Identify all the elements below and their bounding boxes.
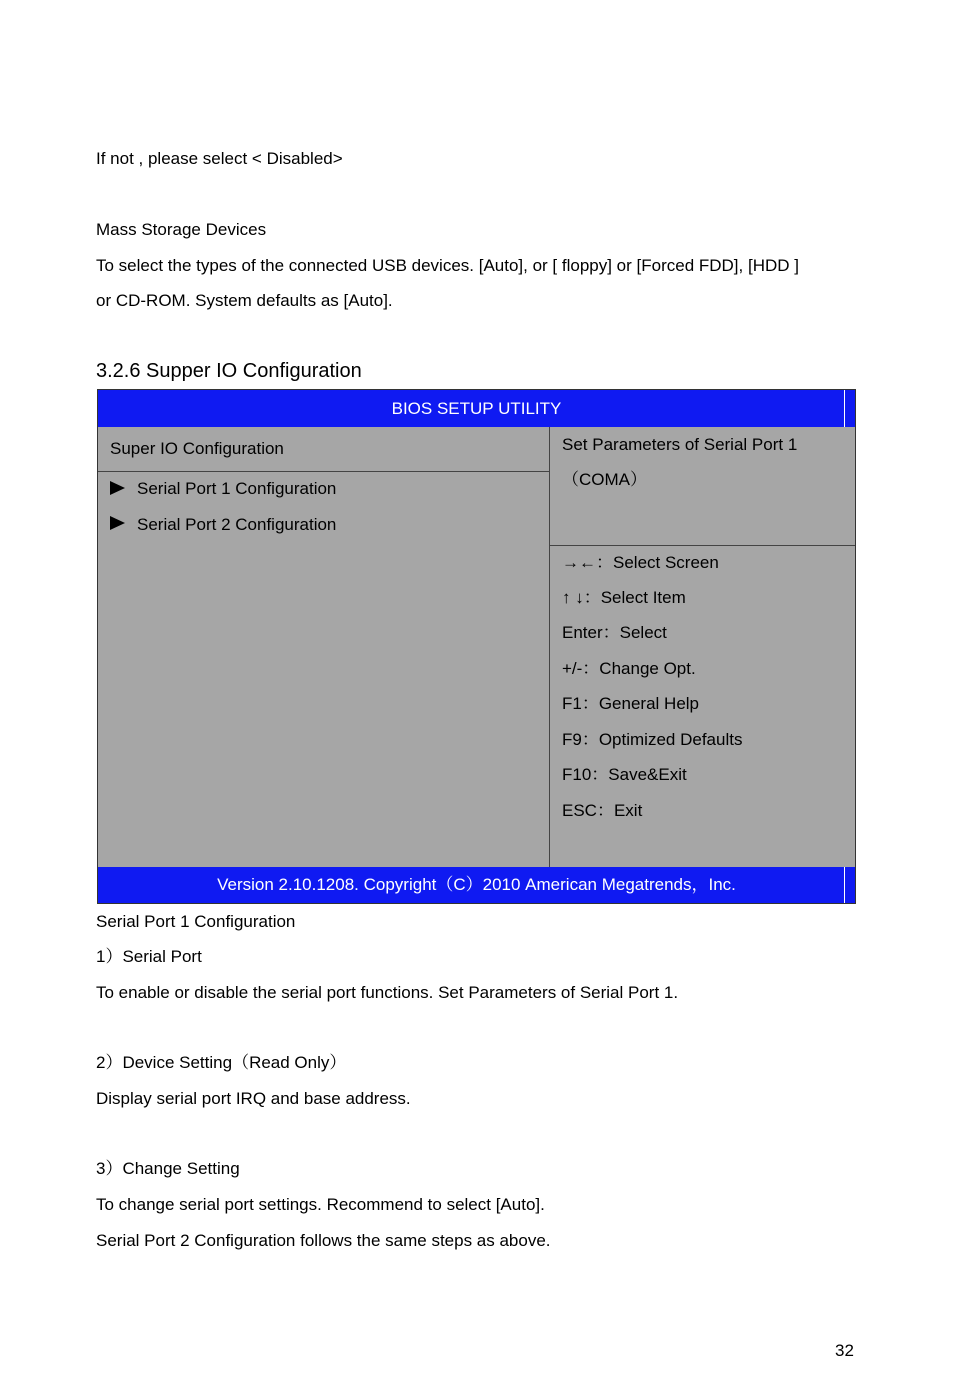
key-esc-exit: ESC：Exit [562,801,643,820]
key-change-opt: +/-：Change Opt. [562,659,696,678]
key-select-item: ↑ ↓：Select Item [562,588,686,607]
help-text-line1: Set Parameters of Serial Port 1 [562,435,798,454]
bios-header-bar: BIOS SETUP UTILITY [98,390,855,427]
key-enter-select: Enter：Select [562,623,667,642]
item1-title: 1）Serial Port [96,947,202,966]
key-save-exit: F10：Save&Exit [562,765,687,784]
page-number: 32 [835,1341,854,1360]
panel-vertical-divider [549,427,550,867]
item2-desc: Display serial port IRQ and base address. [96,1089,411,1108]
triangle-right-icon [110,481,125,495]
sp1-config-title: Serial Port 1 Configuration [96,912,296,931]
help-divider [550,545,855,546]
sp2-note: Serial Port 2 Configuration follows the same steps as above. [96,1231,551,1250]
menu-item-label: Serial Port 1 Configuration [137,479,337,498]
bios-footer-bar: Version 2.10.1208. Copyright（C）2010 American Megatrends，Inc. [98,867,855,903]
section-heading: 3.2.6 Supper IO Configuration [96,360,362,382]
bios-panel-title: Super IO Configuration [110,439,284,458]
item1-desc: To enable or disable the serial port functions. Set Parameters of Serial Port 1. [96,983,679,1002]
key-general-help: F1：General Help [562,694,700,713]
triangle-right-icon [110,516,125,530]
intro-text: If not , please select < Disabled> [96,149,343,168]
key-optimized-defaults: F9：Optimized Defaults [562,730,743,749]
item3-title: 3）Change Setting [96,1159,240,1178]
mass-storage-desc-line1: To select the types of the connected USB devices. [Auto], or [ floppy] or [Forced FDD], [HDD ] [96,256,799,275]
mass-storage-title: Mass Storage Devices [96,220,267,239]
key-select-screen: →←：Select Screen [562,553,719,572]
mass-storage-desc-line2: or CD-ROM. System defaults as [Auto]. [96,291,393,310]
bios-setup-screenshot [97,389,856,904]
panel-title-divider [98,471,549,472]
help-text-line2: （COMA） [562,470,647,489]
item2-title: 2）Device Setting（Read Only） [96,1053,347,1072]
menu-item-label: Serial Port 2 Configuration [137,515,337,534]
item3-desc: To change serial port settings. Recommend to select [Auto]. [96,1195,545,1214]
